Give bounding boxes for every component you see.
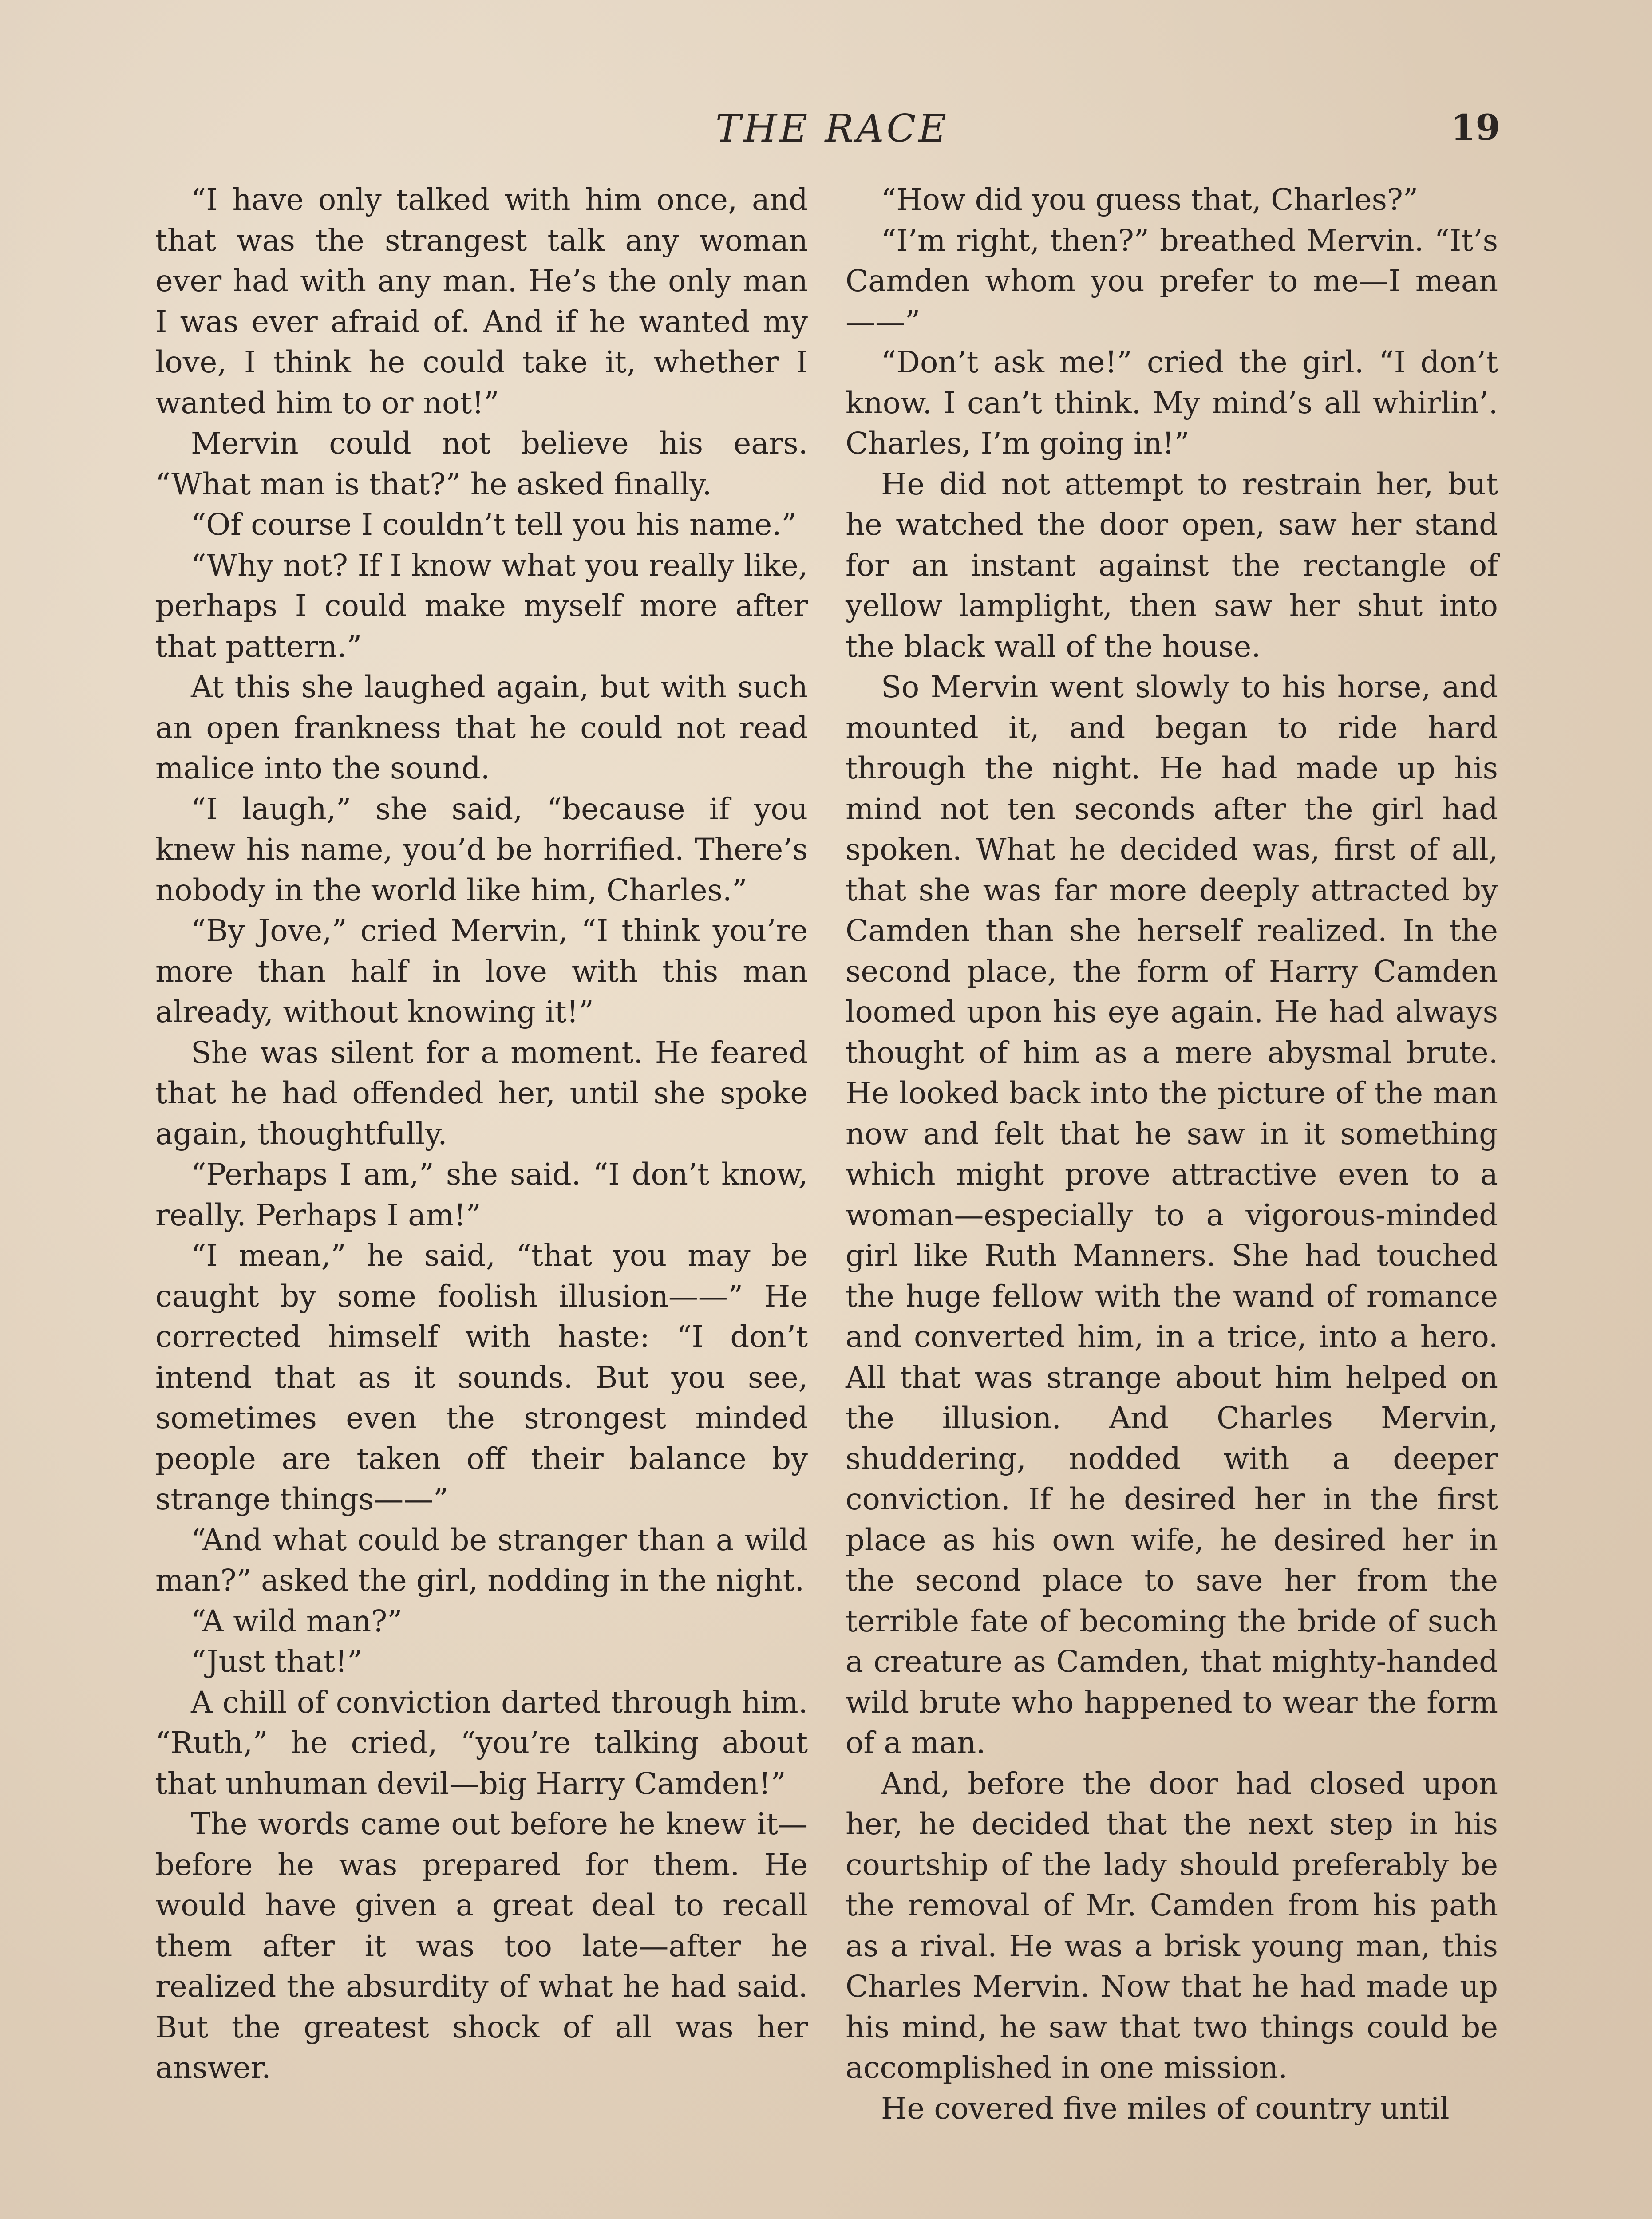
- paragraph: “Of course I couldn’t tell you his name.”: [191, 507, 797, 542]
- paragraph: “I have only talked with him once, and that was the strangest talk any woman ever had with any man. He’s the only man I was ever afraid of. And if he wanted my love, I think he could take it, whether I wanted him to or not!”: [155, 182, 808, 420]
- left-column: [155, 180, 808, 2089]
- paragraph: At this she laughed again, but with such an open frankness that he could not read malice into the sound.: [155, 670, 808, 786]
- paragraph: “I’m right, then?” breathed Mervin. “It’s Camden whom you prefer to me—I mean——”: [846, 223, 1498, 339]
- paragraph: “I mean,” he said, “that you may be caught by some foolish illusion——” He corrected himself with haste: “I don’t intend that as it sounds. But you see, sometimes even the strongest minded people are taken off their balance by strange things——”: [155, 1238, 808, 1516]
- paragraph: He did not attempt to restrain her, but he watched the door open, saw her stand for an instant against the rectangle of yellow lamplight, then saw her shut into the black wall of the house.: [846, 466, 1498, 664]
- paragraph: “Just that!”: [191, 1644, 363, 1679]
- paragraph: A chill of conviction darted through him. “Ruth,” he cried, “you’re talking about that unhuman devil—big Harry Camden!”: [155, 1685, 808, 1801]
- right-column: [846, 180, 1498, 2129]
- paragraph: “By Jove,” cried Mervin, “I think you’re more than half in love with this man already, without knowing it!”: [155, 913, 808, 1029]
- paragraph: “A wild man?”: [191, 1603, 403, 1639]
- paragraph: “How did you guess that, Charles?”: [881, 182, 1419, 217]
- paragraph: The words came out before he knew it—before he was prepared for them. He would have given a great deal to recall them after it was too late—after he realized the absurdity of what he had said. But the greatest shock of all was her answer.: [155, 1807, 808, 2085]
- paragraph: “Why not? If I know what you really like, perhaps I could make myself more after that pattern.”: [155, 548, 808, 664]
- paragraph: So Mervin went slowly to his horse, and mounted it, and began to ride hard through the night. He had made up his mind not ten seconds after the girl had spoken. What he decided was, first of all, that she was far more deeply attracted by Camden than she herself realized. In the second place, the form of Harry Camden loomed upon his eye again. He had always thought of him as a mere abysmal brute. He looked back into the picture of the man now and felt that he saw in it something which might prove attractive even to a woman—especially to a vigorous-minded girl like Ruth Manners. She had touched the huge fellow with the wand of romance and converted him, in a trice, into a hero. All that was strange about him helped on the illusion. And Charles Mervin, shuddering, nodded with a deeper conviction. If he desired her in the first place as his own wife, he desired her in the second place to save her from the terrible fate of becoming the bride of such a creature as Camden, that mighty-handed wild brute who happened to wear the form of a man.: [846, 670, 1498, 1760]
- paragraph: “I laugh,” she said, “because if you knew his name, you’d be horrified. There’s nobody in the world like him, Charles.”: [155, 791, 808, 908]
- paragraph: “And what could be stranger than a wild man?” asked the girl, nodding in the night.: [155, 1522, 808, 1598]
- page-number: 19: [1450, 107, 1500, 148]
- running-title: THE RACE: [715, 107, 949, 151]
- paragraph: And, before the door had closed upon her, he decided that the next step in his courtship of the lady should preferably be the removal of Mr. Camden from his path as a rival. He was a brisk young man, this Charles Mervin. Now that he had made up his mind, he saw that two things could be accomplished in one mission.: [846, 1766, 1498, 2085]
- paragraph: “Perhaps I am,” she said. “I don’t know, really. Perhaps I am!”: [155, 1157, 808, 1232]
- page-header: [164, 107, 1500, 160]
- paragraph: He covered five miles of country until: [881, 2091, 1450, 2126]
- paragraph: “Don’t ask me!” cried the girl. “I don’t know. I can’t think. My mind’s all whirlin’. Charles, I’m going in!”: [846, 345, 1498, 461]
- paragraph: She was silent for a moment. He feared that he had offended her, until she spoke again, thoughtfully.: [155, 1035, 808, 1151]
- paragraph: Mervin could not believe his ears. “What man is that?” he asked finally.: [155, 426, 808, 501]
